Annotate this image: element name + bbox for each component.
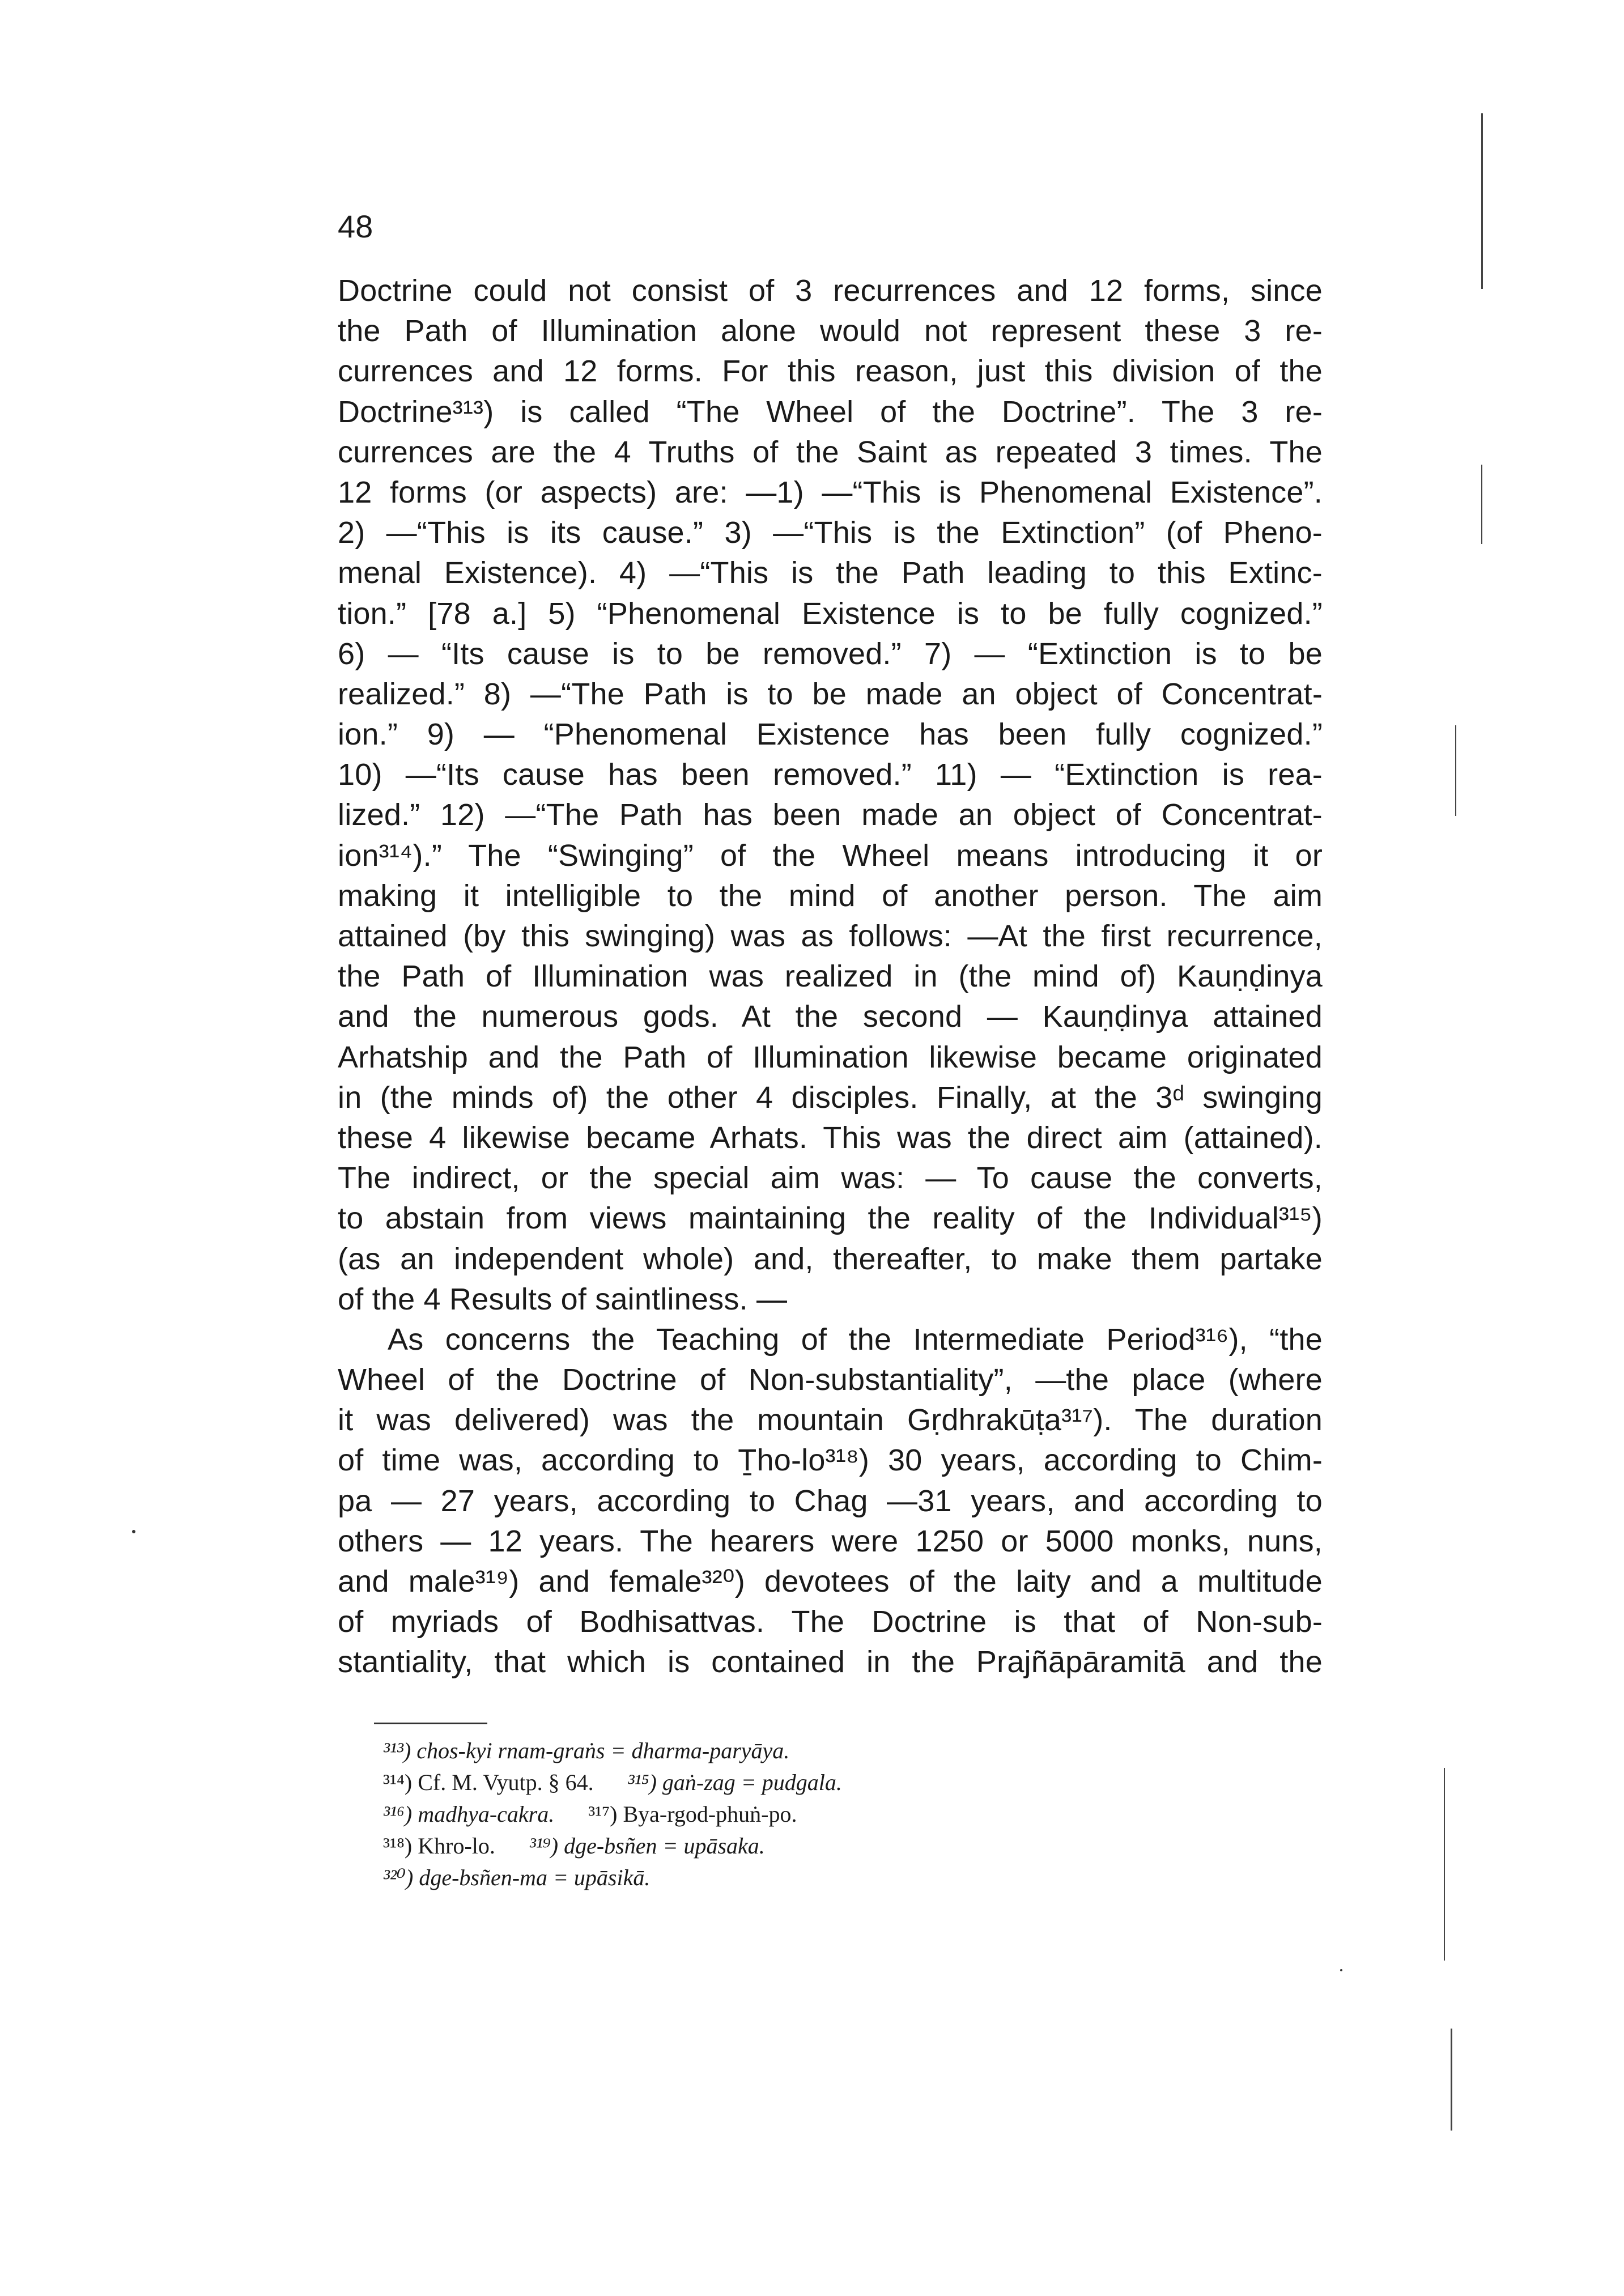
text-line: 12 forms (or aspects) are: —1) —“This is Phenomenal Existence”.: [338, 475, 1323, 509]
scan-margin-line: [1455, 725, 1456, 816]
footnote-314: ³¹⁴) Cf. M. Vyutp. § 64.: [383, 1770, 594, 1795]
text-line: Wheel of the Doctrine of Non-substantiality”, —the place (where: [338, 1363, 1323, 1397]
footnote-line: [383, 1798, 1176, 1830]
footnote-315: ³¹⁵) gaṅ-zag = pudgala.: [627, 1770, 842, 1795]
text-line: Arhatship and the Path of Illumination likewise became originated: [338, 1040, 1323, 1074]
text-line: ion.” 9) — “Phenomenal Existence has been fully cognized.”: [338, 717, 1323, 752]
text-line: Doctrine³¹³) is called “The Wheel of the Doctrine”. The 3 re-: [338, 394, 1323, 429]
text-line: the Path of Illumination alone would not represent these 3 re-: [338, 314, 1323, 348]
text-line: the Path of Illumination was realized in (the mind of) Kauṇḍinya: [338, 959, 1323, 994]
footnote-316: ³¹⁶) madhya-cakra.: [383, 1801, 555, 1827]
scan-margin-line: [1481, 465, 1482, 544]
text-line: pa — 27 years, according to Chag —31 years, and according to: [338, 1483, 1323, 1518]
footnote-313: ³¹³) chos-kyi rnam-graṅs = dharma-paryāya.: [383, 1738, 790, 1763]
text-line: As concerns the Teaching of the Intermediate Period³¹⁶), “the: [388, 1322, 1323, 1357]
text-line: these 4 likewise became Arhats. This was the direct aim (attained).: [338, 1120, 1323, 1155]
footnote-line: [383, 1830, 1176, 1862]
text-line: currences and 12 forms. For this reason, just this division of the: [338, 354, 1323, 389]
text-line: 2) —“This is its cause.” 3) —“This is the Extinction” (of Pheno-: [338, 516, 1323, 550]
page-number: 48: [338, 209, 373, 244]
footnote-line: [383, 1862, 1176, 1894]
text-line: of the 4 Results of saintliness. —: [338, 1282, 788, 1316]
text-line: ion³¹⁴).” The “Swinging” of the Wheel means introducing it or: [338, 838, 1323, 873]
text-line: realized.” 8) —“The Path is to be made an object of Concentrat-: [338, 677, 1323, 711]
text-line: to abstain from views maintaining the reality of the Individual³¹⁵): [338, 1201, 1323, 1236]
footnote-318: ³¹⁸) Khro-lo.: [383, 1833, 495, 1859]
text-line: others — 12 years. The hearers were 1250 or 5000 monks, nuns,: [338, 1524, 1323, 1558]
text-line: of time was, according to Ṯho-lo³¹⁸) 30 years, according to Chim-: [338, 1443, 1323, 1478]
text-line: and male³¹⁹) and female³²⁰) devotees of the laity and a multitude: [338, 1564, 1323, 1598]
footnote-320: ³²⁰) dge-bsñen-ma = upāsikā.: [383, 1865, 651, 1890]
footnote-319: ³¹⁹) dge-bsñen = upāsaka.: [529, 1833, 765, 1859]
scan-speck: [1340, 1969, 1342, 1971]
scan-margin-line: [1444, 1768, 1445, 1961]
footnote-line: [383, 1767, 1176, 1798]
footnote-317: ³¹⁷) Bya-rgod-phuṅ-po.: [588, 1801, 797, 1827]
footnotes: [383, 1735, 1176, 1894]
footnote-line: [383, 1735, 1176, 1767]
text-line: menal Existence). 4) —“This is the Path leading to this Extinc-: [338, 556, 1323, 590]
text-line: Doctrine could not consist of 3 recurrences and 12 forms, since: [338, 274, 1323, 308]
text-line: it was delivered) was the mountain Gṛdhrakūṭa³¹⁷). The duration: [338, 1403, 1323, 1438]
footnote-divider: [374, 1723, 487, 1724]
text-line: 10) —“Its cause has been removed.” 11) — “Extinction is rea-: [338, 758, 1323, 792]
text-line: currences are the 4 Truths of the Saint as repeated 3 times. The: [338, 435, 1323, 469]
scan-speck: [132, 1530, 135, 1533]
text-line: of myriads of Bodhisattvas. The Doctrine is that of Non-sub-: [338, 1605, 1323, 1639]
body-text: [338, 271, 1323, 1683]
text-line: lized.” 12) —“The Path has been made an object of Concentrat-: [338, 798, 1323, 832]
text-line: and the numerous gods. At the second — Kauṇḍinya attained: [338, 1000, 1323, 1034]
text-line: stantiality, that which is contained in the Prajñāpāramitā and the: [338, 1645, 1323, 1680]
scan-margin-line: [1481, 113, 1483, 289]
text-line: making it intelligible to the mind of another person. The aim: [338, 878, 1323, 913]
text-line: attained (by this swinging) was as follows: —At the first recurrence,: [338, 919, 1323, 953]
text-line: The indirect, or the special aim was: — To cause the converts,: [338, 1161, 1323, 1196]
text-line: in (the minds of) the other 4 disciples. Finally, at the 3ᵈ swinging: [338, 1080, 1323, 1115]
text-line: tion.” [78 a.] 5) “Phenomenal Existence is to be fully cognized.”: [338, 596, 1323, 631]
scan-margin-line: [1451, 2029, 1452, 2131]
text-line: (as an independent whole) and, thereafter, to make them partake: [338, 1241, 1323, 1276]
text-line: 6) — “Its cause is to be removed.” 7) — “Extinction is to be: [338, 636, 1323, 671]
